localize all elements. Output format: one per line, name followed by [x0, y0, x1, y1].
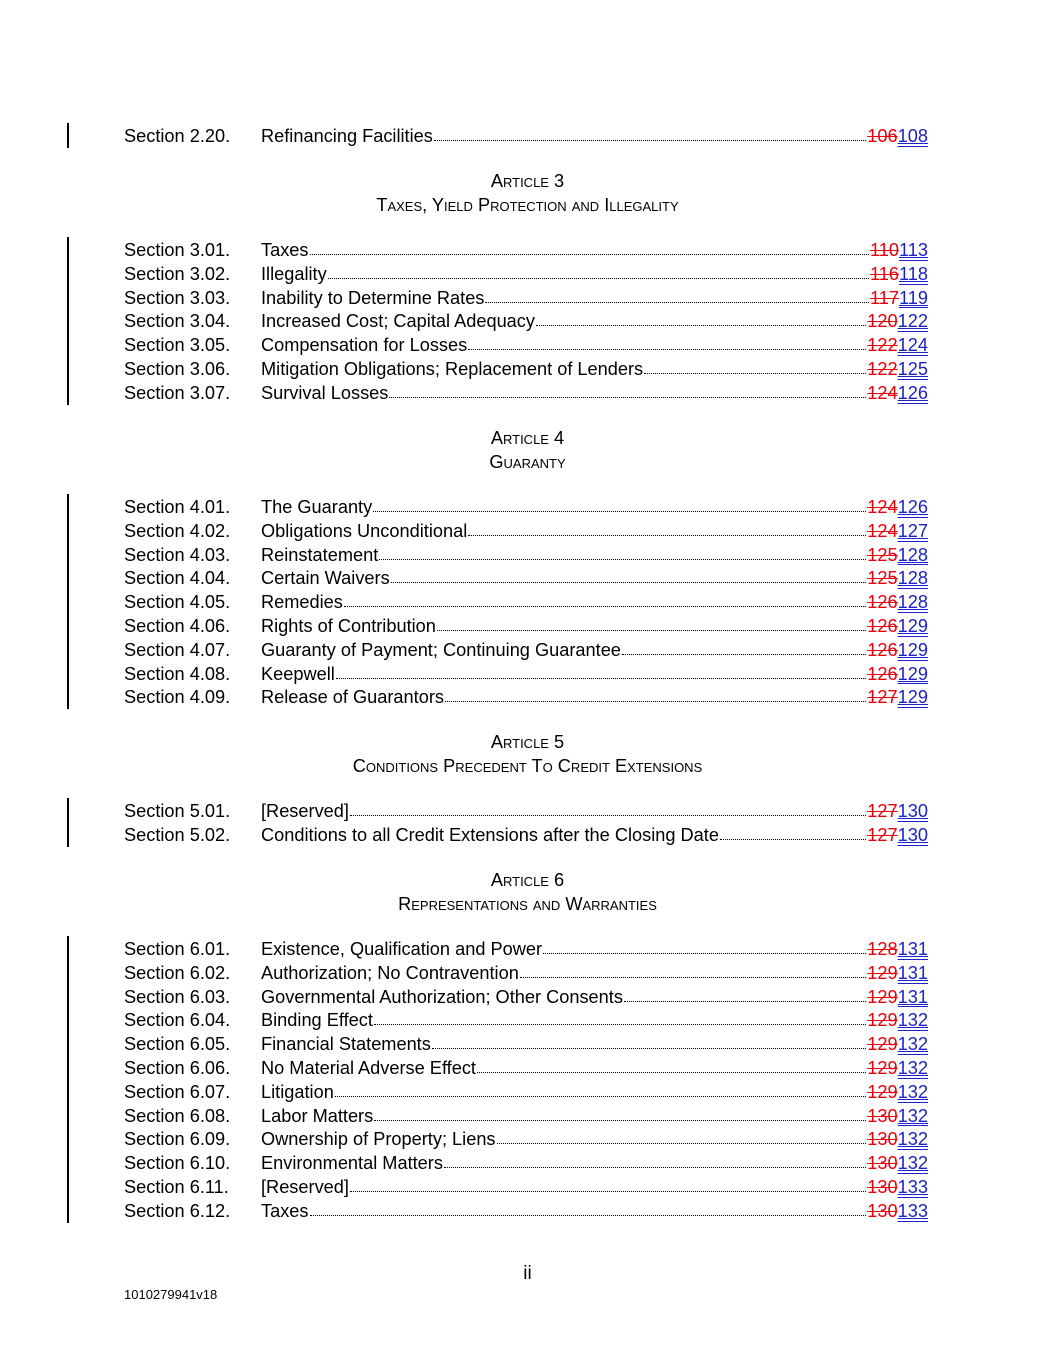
deleted-page-number: 130 [867, 1176, 898, 1197]
toc-entry-line [261, 310, 928, 334]
inserted-page-number[interactable]: 128 [897, 544, 928, 565]
article-number: Article 5 [490, 732, 565, 752]
section-number: Section 6.01. [124, 939, 231, 959]
section-number: Section 3.02. [124, 263, 231, 284]
toc-entry[interactable] [0, 125, 1055, 149]
toc-entry-line [261, 1128, 928, 1152]
deleted-page-number: 130 [867, 1200, 898, 1221]
page-reference [867, 520, 928, 544]
section-number: Section 6.02. [124, 962, 231, 983]
deleted-page-number: 125 [867, 544, 898, 565]
toc-entry-line [261, 382, 928, 406]
section-title[interactable]: Rights of Contribution [261, 615, 436, 636]
toc-entry-line [261, 986, 928, 1010]
page-reference [867, 686, 928, 710]
section-title[interactable]: Guaranty of Payment; Continuing Guarantee [261, 639, 621, 660]
page-reference [867, 310, 928, 334]
section-title[interactable]: Refinancing Facilities [261, 126, 433, 146]
inserted-page-number[interactable]: 132 [897, 1081, 928, 1102]
section-title[interactable]: Conditions to all Credit Extensions after the Closing Date [261, 824, 719, 845]
inserted-page-number[interactable]: 122 [897, 311, 928, 332]
section-title[interactable]: Obligations Unconditional [261, 520, 468, 541]
page-reference [867, 1009, 928, 1033]
section-title[interactable]: Environmental Matters [261, 1153, 443, 1174]
inserted-page-number[interactable]: 130 [897, 824, 928, 845]
inserted-page-number[interactable]: 129 [897, 663, 928, 684]
section-number: Section 6.06. [124, 1057, 231, 1078]
toc-entry[interactable] [0, 615, 1055, 639]
toc-entry[interactable] [0, 1033, 1055, 1057]
deleted-page-number: 126 [867, 592, 898, 613]
section-title[interactable]: Certain Waivers [261, 568, 390, 589]
deleted-page-number: 117 [870, 287, 899, 308]
section-title[interactable]: Increased Cost; Capital Adequacy [261, 311, 535, 332]
section-title[interactable]: Remedies [261, 592, 343, 613]
dot-leader [336, 663, 866, 679]
deleted-page-number: 124 [867, 520, 898, 541]
inserted-page-number[interactable]: 132 [897, 1010, 928, 1031]
page-reference [867, 639, 928, 663]
toc-entry[interactable] [0, 639, 1055, 663]
deleted-page-number: 124 [867, 382, 898, 403]
inserted-page-number[interactable]: 118 [899, 263, 928, 284]
dot-leader [374, 1009, 866, 1025]
article-number: Article 4 [490, 428, 565, 448]
page-reference [867, 544, 928, 568]
dot-leader [379, 544, 866, 560]
inserted-page-number[interactable]: 127 [897, 520, 928, 541]
toc-entry-line [261, 824, 928, 848]
section-number: Section 4.01. [124, 497, 231, 517]
dot-leader [624, 986, 866, 1002]
toc-section-220 [0, 125, 1055, 149]
page-reference [867, 938, 928, 962]
toc-entry-line [261, 1176, 928, 1200]
inserted-page-number[interactable]: 130 [897, 801, 928, 821]
page-reference [867, 1152, 928, 1176]
article-4-heading [0, 426, 1055, 475]
page-reference [867, 1200, 928, 1224]
dot-leader [328, 263, 869, 279]
toc-entry[interactable] [0, 334, 1055, 358]
page-reference [867, 382, 928, 406]
dot-leader [350, 800, 866, 816]
inserted-page-number[interactable]: 132 [897, 1129, 928, 1150]
section-number: Section 6.05. [124, 1034, 231, 1055]
deleted-page-number: 130 [867, 1105, 898, 1126]
section-number: Section 4.03. [124, 544, 231, 565]
article-title: Conditions Precedent To Credit Extensions [352, 756, 703, 776]
toc-entry-line [261, 1057, 928, 1081]
inserted-page-number[interactable]: 108 [897, 126, 928, 146]
article-3-heading [0, 169, 1055, 218]
document-id: 1010279941v18 [124, 1287, 218, 1302]
page-reference [867, 358, 928, 382]
toc-entry-line [261, 686, 928, 710]
section-number: Section 6.03. [124, 986, 231, 1007]
article-number: Article 6 [490, 870, 565, 890]
deleted-page-number: 130 [867, 1153, 898, 1174]
dot-leader [310, 1200, 867, 1216]
deleted-page-number: 126 [867, 639, 898, 660]
inserted-page-number[interactable]: 119 [899, 287, 928, 308]
page-reference [870, 239, 928, 263]
section-number: Section 6.09. [124, 1129, 231, 1150]
section-title[interactable]: Litigation [261, 1081, 334, 1102]
article-number: Article 3 [490, 171, 565, 191]
deleted-page-number: 128 [867, 939, 898, 959]
page-reference [867, 1033, 928, 1057]
deleted-page-number: 126 [867, 615, 898, 636]
section-title[interactable]: Labor Matters [261, 1105, 374, 1126]
page-number: ii [523, 1263, 532, 1284]
section-title[interactable]: Authorization; No Contravention [261, 962, 519, 983]
toc-entry-line [261, 938, 928, 962]
section-title[interactable]: Ownership of Property; Liens [261, 1129, 496, 1150]
toc-entry[interactable] [0, 824, 1055, 848]
dot-leader [477, 1057, 866, 1073]
dot-leader [310, 239, 869, 255]
toc-entry[interactable] [0, 1128, 1055, 1152]
dot-leader [344, 591, 866, 607]
section-number: Section 3.01. [124, 240, 231, 260]
section-title[interactable]: Reinstatement [261, 544, 379, 565]
section-title[interactable]: [Reserved] [261, 1176, 349, 1197]
section-title[interactable]: Keepwell [261, 663, 335, 684]
section-title[interactable]: Illegality [261, 263, 327, 284]
deleted-page-number: 106 [867, 126, 898, 146]
toc-entry[interactable] [0, 358, 1055, 382]
page-reference [867, 496, 928, 520]
dot-leader [520, 962, 866, 978]
page-reference [867, 1176, 928, 1200]
page-reference [867, 615, 928, 639]
toc-entry[interactable] [0, 310, 1055, 334]
section-number: Section 5.01. [124, 801, 231, 821]
toc-entry-line [261, 287, 928, 311]
toc-entry[interactable] [0, 1176, 1055, 1200]
deleted-page-number: 127 [867, 687, 898, 708]
dot-leader [437, 615, 866, 631]
toc-entry-line [261, 639, 928, 663]
page-reference [867, 591, 928, 615]
section-number: Section 6.11. [124, 1176, 229, 1197]
toc-entry-line [261, 567, 928, 591]
section-title[interactable]: Release of Guarantors [261, 687, 444, 708]
deleted-page-number: 129 [867, 1081, 898, 1102]
toc-entry-line [261, 591, 928, 615]
toc-entry-line [261, 1105, 928, 1129]
dot-leader [468, 520, 866, 536]
deleted-page-number: 129 [867, 1034, 898, 1055]
section-number: Section 4.08. [124, 663, 231, 684]
inserted-page-number[interactable]: 131 [897, 986, 928, 1007]
dot-leader [622, 639, 866, 655]
section-number: Section 2.20. [124, 126, 231, 146]
inserted-page-number[interactable]: 126 [897, 382, 928, 403]
section-number: Section 6.10. [124, 1153, 231, 1174]
toc-article-5 [0, 800, 1055, 848]
inserted-page-number[interactable]: 129 [897, 615, 928, 636]
toc-article-3 [0, 239, 1055, 406]
deleted-page-number: 122 [867, 335, 898, 356]
inserted-page-number[interactable]: 133 [897, 1200, 928, 1221]
toc-article-4 [0, 496, 1055, 710]
toc-entry[interactable] [0, 663, 1055, 687]
deleted-page-number: 129 [867, 962, 898, 983]
toc-entry[interactable] [0, 800, 1055, 824]
page-reference [867, 1105, 928, 1129]
article-title: Taxes, Yield Protection and Illegality [376, 195, 679, 215]
deleted-page-number: 120 [867, 311, 898, 332]
inserted-page-number[interactable]: 125 [897, 358, 928, 379]
section-title[interactable]: The Guaranty [261, 497, 373, 517]
inserted-page-number[interactable]: 129 [897, 687, 928, 708]
toc-entry-line [261, 1081, 928, 1105]
page-reference [867, 125, 928, 149]
toc-entry-line [261, 239, 928, 263]
section-number: Section 3.04. [124, 311, 231, 332]
toc-entry[interactable] [0, 1152, 1055, 1176]
dot-leader [444, 1152, 866, 1168]
toc-entry-line [261, 263, 928, 287]
toc-entry[interactable] [0, 544, 1055, 568]
toc-entry[interactable] [0, 287, 1055, 311]
section-title[interactable]: Governmental Authorization; Other Consents [261, 986, 623, 1007]
dot-leader [432, 1033, 866, 1049]
dot-leader [543, 938, 866, 954]
section-number: Section 3.05. [124, 335, 231, 356]
section-number: Section 6.04. [124, 1010, 231, 1031]
deleted-page-number: 127 [867, 801, 898, 821]
inserted-page-number[interactable]: 132 [897, 1105, 928, 1126]
toc-entry[interactable] [0, 239, 1055, 263]
page-reference [867, 663, 928, 687]
toc-entry-line [261, 663, 928, 687]
toc-entry[interactable] [0, 986, 1055, 1010]
toc-entry-line [261, 334, 928, 358]
toc-entry-line [261, 1152, 928, 1176]
toc-entry[interactable] [0, 938, 1055, 962]
inserted-page-number[interactable]: 113 [899, 240, 928, 260]
deleted-page-number: 129 [867, 986, 898, 1007]
toc-entry-line [261, 1033, 928, 1057]
inserted-page-number[interactable]: 128 [897, 592, 928, 613]
page-reference [867, 824, 928, 848]
deleted-page-number: 127 [867, 824, 898, 845]
toc-entry[interactable] [0, 382, 1055, 406]
deleted-page-number: 130 [867, 1129, 898, 1150]
section-title[interactable]: Binding Effect [261, 1010, 373, 1031]
section-title[interactable]: Compensation for Losses [261, 335, 468, 356]
section-title[interactable]: Survival Losses [261, 382, 389, 403]
dot-leader [445, 686, 866, 702]
toc-entry[interactable] [0, 1009, 1055, 1033]
inserted-page-number[interactable]: 133 [897, 1176, 928, 1197]
toc-entry[interactable] [0, 591, 1055, 615]
inserted-page-number[interactable]: 132 [897, 1153, 928, 1174]
dot-leader [468, 334, 866, 350]
section-number: Section 4.06. [124, 615, 231, 636]
dot-leader [373, 496, 866, 512]
section-title[interactable]: Inability to Determine Rates [261, 287, 485, 308]
section-number: Section 6.07. [124, 1081, 231, 1102]
section-number: Section 3.06. [124, 358, 231, 379]
inserted-page-number[interactable]: 126 [897, 497, 928, 517]
page-reference [867, 986, 928, 1010]
toc-entry-line [261, 962, 928, 986]
page-reference [867, 1057, 928, 1081]
inserted-page-number[interactable]: 132 [897, 1034, 928, 1055]
section-title[interactable]: Existence, Qualification and Power [261, 939, 543, 959]
section-title[interactable]: Taxes [261, 1200, 309, 1221]
toc-entry-line [261, 358, 928, 382]
dot-leader [374, 1105, 866, 1121]
toc-entry[interactable] [0, 962, 1055, 986]
dot-leader [389, 382, 866, 398]
deleted-page-number: 125 [867, 568, 898, 589]
dot-leader [391, 567, 867, 583]
dot-leader [434, 125, 866, 141]
section-number: Section 4.04. [124, 568, 231, 589]
dot-leader [536, 310, 866, 326]
toc-entry[interactable] [0, 1057, 1055, 1081]
toc-entry-line [261, 1009, 928, 1033]
inserted-page-number[interactable]: 132 [897, 1057, 928, 1078]
article-title: Representations and Warranties [398, 894, 657, 914]
dot-leader [720, 824, 866, 840]
dot-leader [644, 358, 866, 374]
toc-entry[interactable] [0, 263, 1055, 287]
page-reference [867, 567, 928, 591]
deleted-page-number: 122 [867, 358, 898, 379]
article-6-heading [0, 868, 1055, 917]
toc-entry-line [261, 544, 928, 568]
section-number: Section 4.07. [124, 639, 231, 660]
toc-entry[interactable] [0, 520, 1055, 544]
section-title[interactable]: Mitigation Obligations; Replacement of Lenders [261, 358, 644, 379]
page-reference [870, 287, 928, 311]
inserted-page-number[interactable]: 124 [897, 335, 928, 356]
dot-leader [350, 1176, 866, 1192]
deleted-page-number: 129 [867, 1010, 898, 1031]
deleted-page-number: 126 [867, 663, 898, 684]
deleted-page-number: 124 [867, 497, 898, 517]
page-reference [867, 334, 928, 358]
section-number: Section 4.02. [124, 520, 231, 541]
section-number: Section 3.07. [124, 382, 231, 403]
toc-entry-line [261, 615, 928, 639]
toc-entry[interactable] [0, 496, 1055, 520]
toc-entry[interactable] [0, 1200, 1055, 1224]
section-number: Section 3.03. [124, 287, 231, 308]
deleted-page-number: 110 [870, 240, 899, 260]
toc-entry-line [261, 1200, 928, 1224]
section-number: Section 4.09. [124, 687, 231, 708]
toc-entry[interactable] [0, 686, 1055, 710]
inserted-page-number[interactable]: 129 [897, 639, 928, 660]
dot-leader [497, 1128, 867, 1144]
section-number: Section 5.02. [124, 824, 231, 845]
toc-entry-line [261, 125, 928, 149]
section-number: Section 6.08. [124, 1105, 231, 1126]
page-reference [867, 962, 928, 986]
inserted-page-number[interactable]: 131 [897, 962, 928, 983]
section-number: Section 4.05. [124, 592, 231, 613]
page-reference [867, 1081, 928, 1105]
page-reference [867, 1128, 928, 1152]
page-reference [867, 800, 928, 824]
deleted-page-number: 129 [867, 1057, 898, 1078]
page-reference [870, 263, 928, 287]
article-5-heading [0, 730, 1055, 779]
section-title[interactable]: Taxes [261, 240, 309, 260]
toc-entry-line [261, 800, 928, 824]
toc-article-6 [0, 938, 1055, 1224]
dot-leader [485, 287, 869, 303]
section-title[interactable]: Financial Statements [261, 1034, 431, 1055]
inserted-page-number[interactable]: 128 [897, 568, 928, 589]
toc-entry[interactable] [0, 567, 1055, 591]
toc-entry[interactable] [0, 1105, 1055, 1129]
section-title[interactable]: No Material Adverse Effect [261, 1057, 476, 1078]
article-title: Guaranty [489, 452, 566, 472]
toc-entry-line [261, 496, 928, 520]
inserted-page-number[interactable]: 131 [897, 939, 928, 959]
section-number: Section 6.12. [124, 1200, 231, 1221]
toc-entry-line [261, 520, 928, 544]
dot-leader [335, 1081, 866, 1097]
toc-entry[interactable] [0, 1081, 1055, 1105]
section-title[interactable]: [Reserved] [261, 801, 349, 821]
deleted-page-number: 116 [870, 263, 899, 284]
